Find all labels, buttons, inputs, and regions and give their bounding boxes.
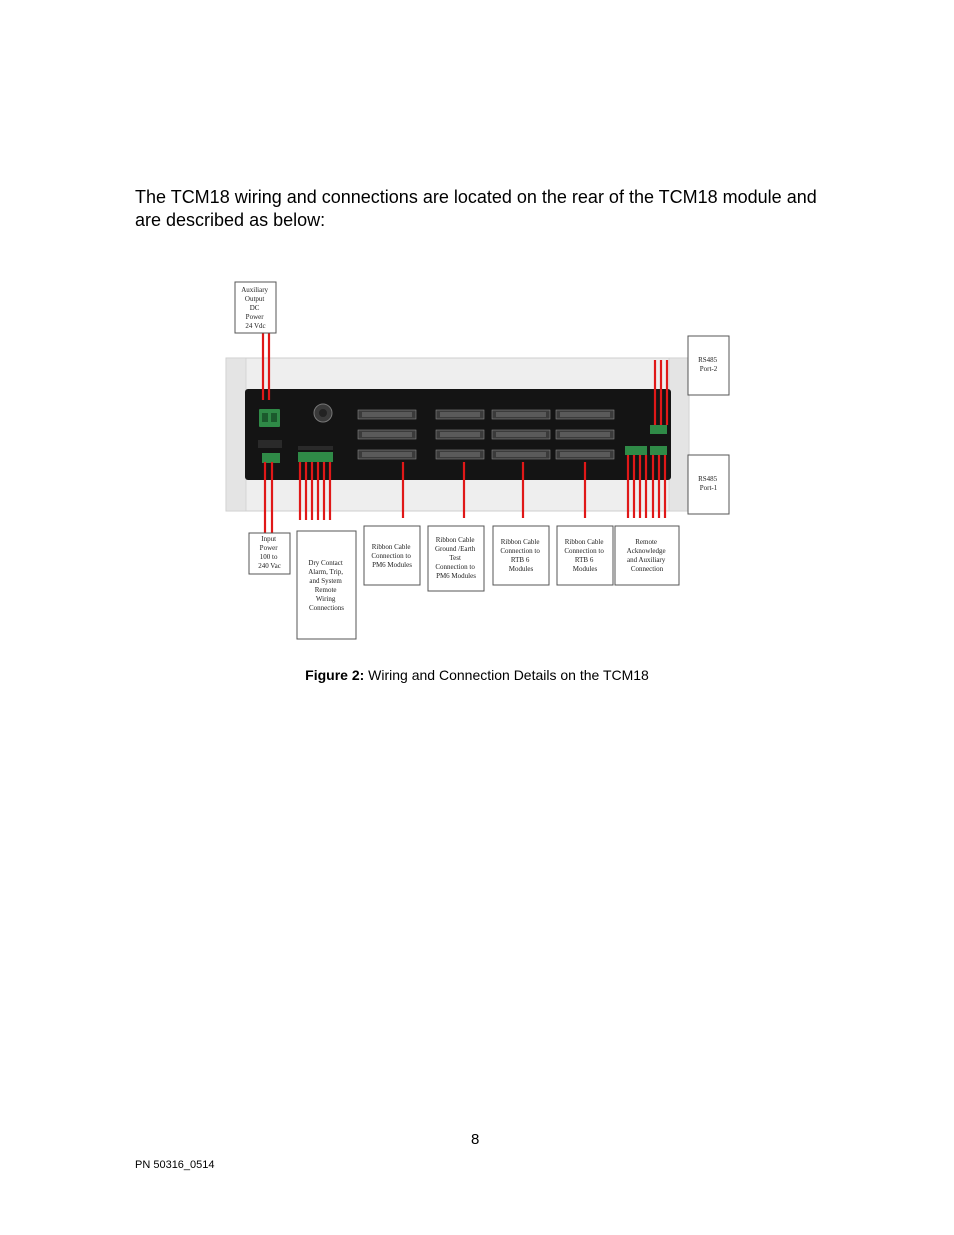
callout-rs485-port2 [688, 336, 729, 395]
callout-line: RTB 6 [574, 556, 594, 564]
left-ear [226, 358, 246, 511]
callout-line: Test [449, 554, 461, 562]
callout-line: Modules [508, 565, 534, 573]
callout-line: Connections [309, 604, 344, 612]
callout-line: Alarm, Trip, [308, 568, 344, 576]
callout-line: and System [309, 577, 342, 585]
svg-text:RS485 Port-1 [698, 475, 719, 492]
callout-line: and Auxiliary [626, 556, 666, 564]
callout-line: Auxiliary [241, 286, 269, 294]
callout-line: 240 Vac [258, 562, 281, 570]
svg-text:Ribbon Cable Connection [371, 543, 412, 569]
callout-line: Connection [630, 565, 664, 573]
callout-line: Dry Contact [308, 559, 343, 567]
callout-line: DC [249, 304, 260, 312]
callout-line: Connection to [435, 563, 475, 571]
page-number: 8 [471, 1131, 480, 1148]
callout-ribbon-rtb6-b [557, 526, 613, 585]
right-ear [669, 358, 689, 511]
callout-line: Ribbon Cable [371, 543, 411, 551]
callout-line: Connection to [371, 552, 411, 560]
figure-caption-text: Wiring and Connection Details on the TCM18 [368, 667, 649, 683]
callout-line: Ribbon Cable [500, 538, 540, 546]
callout-ribbon-pm6 [364, 526, 420, 585]
callout-dry-contact [297, 531, 356, 639]
rs485-port1-terminal [650, 446, 667, 455]
callout-line: Ground /Earth [435, 545, 476, 553]
callout-ribbon-rtb6-a [493, 526, 549, 585]
callout-line: PM6 Modules [436, 572, 476, 580]
callout-line: 100 to [259, 553, 278, 561]
callout-line: RS485 [698, 356, 718, 364]
callout-line: Remote [635, 538, 658, 546]
alarm-terminal-block [298, 452, 333, 462]
figure-label: Figure 2: [305, 667, 365, 683]
callout-line: Remote [314, 586, 337, 594]
callout-line: Port-2 [699, 365, 718, 373]
callout-rs485-port1 [688, 455, 729, 514]
callout-line: Acknowledge [626, 547, 666, 555]
callout-input-power [249, 533, 290, 574]
callout-line: Ribbon Cable [435, 536, 475, 544]
callout-line: RS485 [698, 475, 718, 483]
callout-line: Input [261, 535, 277, 543]
callout-line: Power [245, 313, 264, 321]
callout-line: Power [259, 544, 278, 552]
callout-line: Output [244, 295, 265, 303]
rs485-port2-terminal [650, 425, 667, 434]
callout-line: Connection to [500, 547, 540, 555]
callout-line: PM6 Modules [372, 561, 412, 569]
callout-line: Ribbon Cable [564, 538, 604, 546]
callout-ribbon-ground [428, 526, 484, 591]
intro-paragraph: The TCM18 wiring and connections are located on the rear of the TCM18 module and are described as below: [135, 187, 817, 230]
svg-text:Input Power 100 to [258, 535, 281, 570]
figure-caption [0, 666, 954, 684]
input-power-terminal [262, 453, 280, 463]
callout-line: Connection to [564, 547, 604, 555]
callout-line: 24 Vdc [245, 322, 266, 330]
callout-aux-output [235, 282, 276, 333]
part-number: PN 50316_0514 [135, 1159, 215, 1171]
callout-line: Wiring [315, 595, 336, 603]
remote-ack-terminal [625, 446, 647, 455]
callout-remote-ack [615, 526, 679, 585]
callout-line: RTB 6 [510, 556, 530, 564]
callout-line: Port-1 [699, 484, 718, 492]
callout-line: Modules [572, 565, 598, 573]
svg-text:RS485 Port-2 [698, 356, 719, 373]
